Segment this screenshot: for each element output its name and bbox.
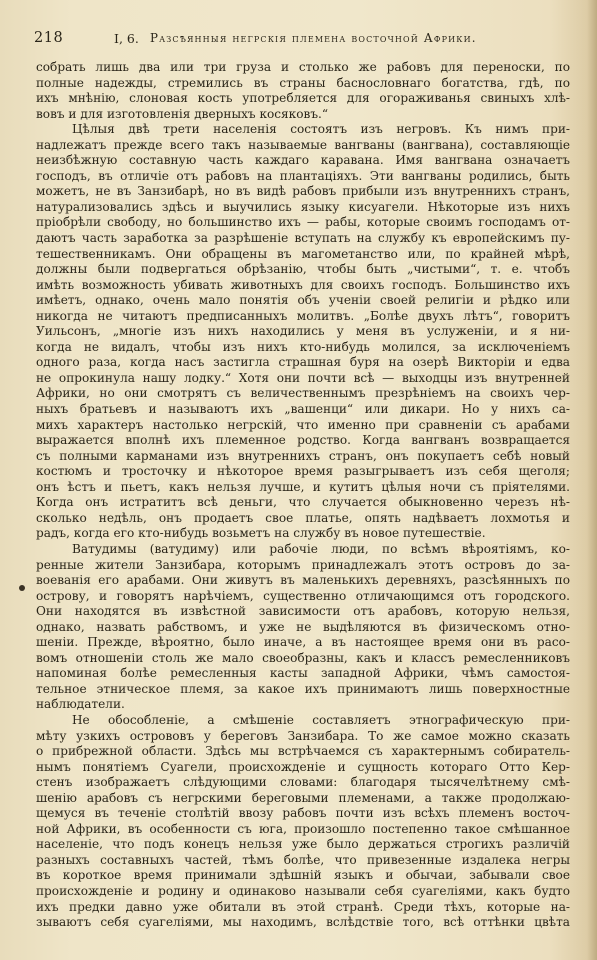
text-line: о прибрежной области. Здѣсь мы встрѣчаемся съ характернымъ собиратель- xyxy=(36,744,570,759)
text-line: Ватудимы (ватудиму) или рабочіе люди, по всѣмъ вѣроятіямъ, ко- xyxy=(72,541,570,556)
running-title: Разсѣянныя негрскія племена восточной Африки. xyxy=(150,31,477,45)
page-edge-shadow xyxy=(587,0,597,960)
text-line: Не обособленіе, а смѣшеніе составляетъ этнографическую при- xyxy=(72,712,570,727)
text-line: надлежатъ прежде всего такъ называемые вангваны (вангвана), составляющіе xyxy=(36,137,570,152)
text-line: михъ характеръ настолько негрскій, что именно при сравненіи съ арабами xyxy=(36,417,570,432)
text-line: тельное этническое племя, за какое ихъ принимаютъ лишь поверхностные xyxy=(36,681,570,696)
text-line: даютъ часть заработка за разрѣшеніе вступать на службу къ европейскимъ пу- xyxy=(36,231,570,246)
text-line: острову, и говорятъ нарѣчіемъ, существенно отличающимся отъ городского. xyxy=(36,588,570,603)
text-line: стенъ изображаетъ слѣдующими словами: благодаря тысячелѣтнему смѣ- xyxy=(36,775,570,790)
text-line: Африки, но они смотрятъ съ величественнымъ презрѣніемъ на своихъ чер- xyxy=(36,386,570,401)
text-line: натурализовались здѣсь и выучились языку кисуагели. Нѣкоторые изъ нихъ xyxy=(36,199,570,214)
text-line: съ полными карманами изъ внутреннихъ странъ, онъ покупаетъ себѣ новый xyxy=(36,448,570,463)
text-line: щемуся въ теченіе столѣтій ввозу рабовъ почти изъ всѣхъ племенъ восточ- xyxy=(36,806,570,821)
text-line: мѣту узкихъ острововъ у береговъ Занзибара. То же самое можно сказать xyxy=(36,728,570,743)
text-line: не опрокинула нашу лодку.“ Хотя они почти всѣ — выходцы изъ внутренней xyxy=(36,370,570,385)
text-line: должны были подвергаться обрѣзанію, чтобы быть „чистыми“, т. е. чтобъ xyxy=(36,262,570,277)
text-line: вовъ и для изготовленія дверныхъ косяковъ.“ xyxy=(36,106,329,121)
text-line: неизбѣжную составную часть каждаго каравана. Имя вангвана означаетъ xyxy=(36,153,570,168)
text-line: ныхъ братьевъ и называютъ ихъ „вашенци“ или дикари. Но у нихъ са- xyxy=(36,402,570,417)
text-line: когда не видалъ, чтобы изъ нихъ кто-нибудь молился, за исключеніемъ xyxy=(36,339,570,354)
text-line: пріобрѣли свободу, но большинство ихъ — рабы, которые своимъ господамъ от- xyxy=(36,215,570,230)
text-line: костюмъ и тросточку и нѣкоторое время разыгрываетъ изъ себя щеголя; xyxy=(36,464,570,479)
text-line: нымъ понятіемъ Суагели, происхожденіе и сущность котораго Отто Кер- xyxy=(36,759,570,774)
text-line: Уильсонъ, „многіе изъ нихъ находились у меня въ услуженіи, и я ни- xyxy=(36,324,570,339)
text-line: происхожденіе и родину и одинаково называли себя суагеліями, какъ будто xyxy=(36,883,570,898)
page-header xyxy=(34,30,574,50)
text-line: радъ, когда его кто-нибудь возьметъ на службу въ новое путешествіе. xyxy=(36,526,486,541)
text-line: зываютъ себя суагеліями, мы находимъ, вслѣдствіе того, всѣ оттѣнки цвѣта xyxy=(36,915,570,930)
text-line: ренные жители Занзибара, которымъ принадлежалъ этотъ островъ до за- xyxy=(36,557,570,572)
text-line: можетъ, не въ Занзибарѣ, но въ видѣ рабовъ прибыли изъ внутреннихъ странъ, xyxy=(36,184,570,199)
text-line: сколько недѣль, онъ продаетъ свое платье, опять надѣваетъ лохмотья и xyxy=(36,510,570,525)
text-line: онъ ѣстъ и пьетъ, какъ нельзя лучше, и кутитъ цѣлыя ночи съ пріятелями. xyxy=(36,479,570,494)
text-line: ихъ мнѣнію, слоновая кость употребляется для огораживанья свиныхъ хлѣ- xyxy=(36,91,570,106)
section-reference: I, 6. xyxy=(114,31,139,46)
text-line: наблюдатели. xyxy=(36,697,125,712)
text-line: имѣть возможность убивать животныхъ для своихъ господъ. Большинство ихъ xyxy=(36,277,570,292)
text-line: напоминая болѣе ремесленныя касты западной Африки, чѣмъ самостоя- xyxy=(36,666,570,681)
text-line: населеніе, что подъ конецъ нельзя уже было держаться строгихъ различій xyxy=(36,837,570,852)
text-line: выражается вполнѣ ихъ племенное родство. Когда вангванъ возвращается xyxy=(36,433,570,448)
text-line: никогда не читаютъ предписанныхъ молитвъ. „Болѣе двухъ лѣтъ“, говоритъ xyxy=(36,308,570,323)
text-line: одного раза, когда насъ застигла страшная буря на озерѣ Викторіи и едва xyxy=(36,355,570,370)
page-number: 218 xyxy=(34,30,64,46)
margin-dot-mark xyxy=(19,585,25,591)
text-line: воеванія его арабами. Они живутъ въ маленькихъ деревняхъ, разсѣянныхъ по xyxy=(36,573,570,588)
text-line: разныхъ составныхъ частей, тѣмъ болѣе, что привезенные издалека негры xyxy=(36,852,570,867)
text-line: ной Африки, въ особенности съ юга, произошло постепенно такое смѣшанное xyxy=(36,821,570,836)
text-line: имѣетъ, однако, очень мало понятія объ ученіи своей религіи и рѣдко или xyxy=(36,293,570,308)
text-line: ихъ предки давно уже обитали въ этой странѣ. Среди тѣхъ, которые на- xyxy=(36,899,570,914)
text-line: тешественникамъ. Они обращены въ магометанство или, по крайней мѣрѣ, xyxy=(36,246,570,261)
text-line: въ короткое время принимали здѣшній языкъ и обычаи, забывали свое xyxy=(36,868,570,883)
text-line: господъ, въ отличіе отъ рабовъ на плантаціяхъ. Эти вангваны родились, быть xyxy=(36,168,570,183)
text-line: полные надежды, стремились въ страны баснословнаго богатства, гдѣ, по xyxy=(36,75,570,90)
text-line: Когда онъ истратитъ всѣ деньги, что случается обыкновенно черезъ нѣ- xyxy=(36,495,570,510)
text-line: вомъ отношеніи столь же мало своеобразны, какъ и классъ ремесленниковъ xyxy=(36,650,570,665)
text-line: однако, назвать рабствомъ, и уже не выдѣляются въ физическомъ отно- xyxy=(36,619,570,634)
text-line: Цѣлыя двѣ трети населенія состоятъ изъ негровъ. Къ нимъ при- xyxy=(72,122,570,137)
text-body xyxy=(36,60,570,931)
text-line: Они находятся въ извѣстной зависимости отъ арабовъ, которую нельзя, xyxy=(36,604,570,619)
text-line: собрать лишь два или три груза и столько же рабовъ для переноски, по xyxy=(36,60,570,74)
text-line: шенію арабовъ съ негрскими береговыми племенами, а также продолжаю- xyxy=(36,790,570,805)
text-line: шеніи. Прежде, вѣроятно, было иначе, а въ настоящее время они въ расо- xyxy=(36,635,570,650)
